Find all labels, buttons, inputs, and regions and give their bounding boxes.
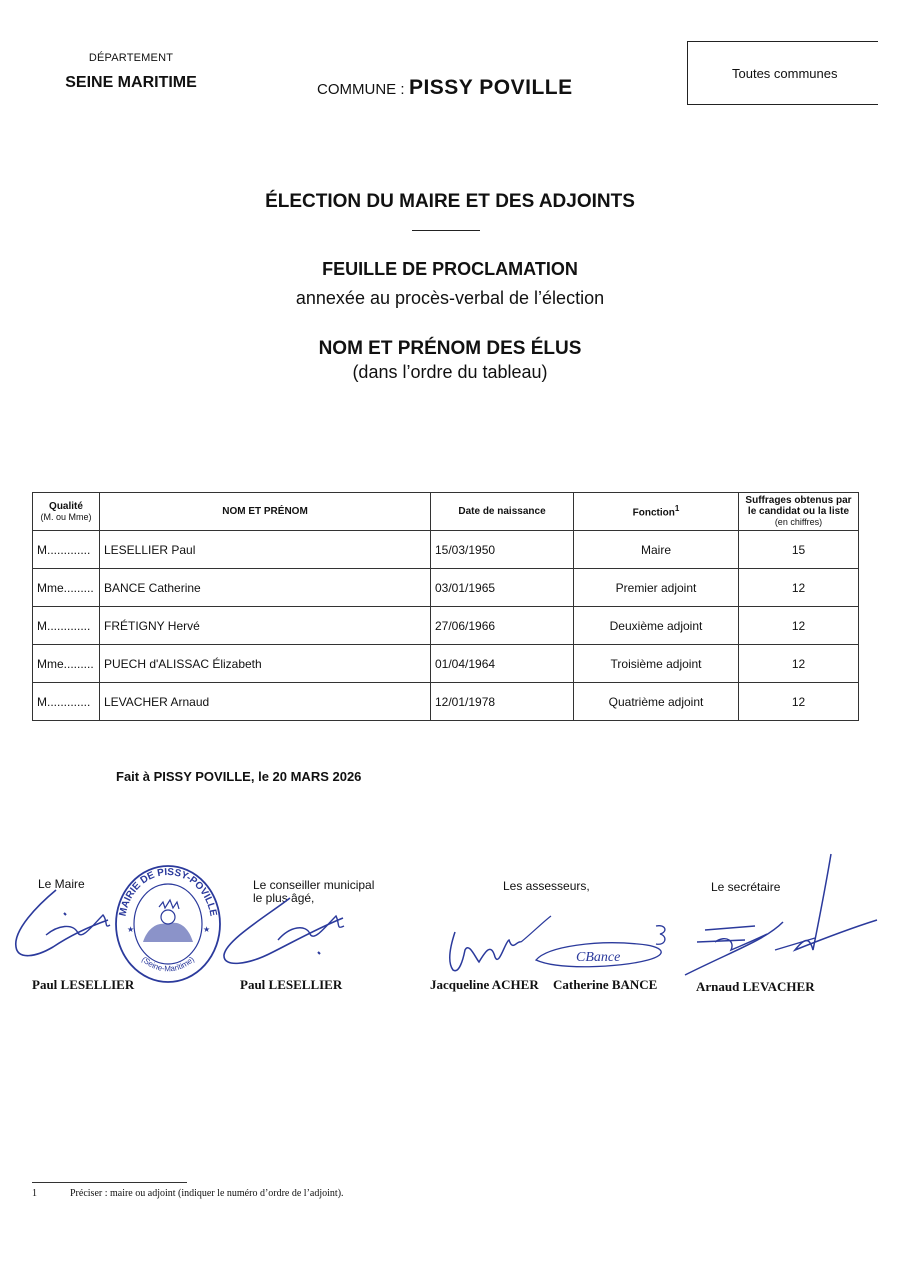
feuille-heading: FEUILLE DE PROCLAMATION	[322, 259, 578, 279]
header-fonction-label: Fonction	[632, 507, 675, 519]
mairie-stamp	[113, 862, 223, 987]
bance-signature	[528, 918, 678, 978]
table-row	[33, 607, 859, 645]
header-suffrages	[739, 493, 859, 531]
cell-fonction: Deuxième adjoint	[574, 607, 739, 645]
header-date: Date de naissance	[431, 493, 574, 531]
ordre-subtitle: (dans l’ordre du tableau)	[352, 362, 548, 382]
maire-title: Le Maire	[38, 877, 85, 891]
table-header-row	[33, 493, 859, 531]
cell-date: 12/01/1978	[431, 683, 574, 721]
cell-suffrages: 12	[739, 683, 859, 721]
svg-text:★: ★	[203, 925, 211, 934]
table-row	[33, 531, 859, 569]
svg-text:★: ★	[127, 925, 135, 934]
departement-label: DÉPARTEMENT	[88, 52, 174, 64]
cell-fonction: Troisième adjoint	[574, 645, 739, 683]
table-row	[33, 569, 859, 607]
page-title: ÉLECTION DU MAIRE ET DES ADJOINTS	[265, 191, 635, 212]
footnote	[32, 1188, 344, 1199]
cell-fonction: Quatrième adjoint	[574, 683, 739, 721]
title-divider	[412, 230, 480, 231]
commune-name: PISSY POVILLE	[408, 76, 573, 99]
annexe-subtitle: annexée au procès-verbal de l’élection	[295, 288, 605, 308]
cell-nom: FRÉTIGNY Hervé	[100, 607, 431, 645]
cell-qualite: Mme.........	[33, 645, 100, 683]
conseiller-title-2: le plus âgé,	[253, 891, 315, 905]
header-nom: NOM ET PRÉNOM	[100, 493, 431, 531]
departement-name: SEINE MARITIME	[65, 74, 197, 91]
conseiller-name: Paul LESELLIER	[240, 977, 343, 992]
commune-label: COMMUNE :	[317, 81, 405, 98]
maire-signature	[8, 885, 118, 970]
cell-nom: BANCE Catherine	[100, 569, 431, 607]
table-row	[33, 683, 859, 721]
cell-suffrages: 12	[739, 645, 859, 683]
assesseur-2-name: Catherine BANCE	[553, 977, 658, 992]
cell-date: 27/06/1966	[431, 607, 574, 645]
cell-fonction: Premier adjoint	[574, 569, 739, 607]
footnote-divider	[32, 1182, 187, 1183]
stamp-bottom-text: (Seine-Maritime)	[139, 954, 197, 974]
header-fonction-sup: 1	[674, 504, 680, 514]
cell-qualite: Mme.........	[33, 569, 100, 607]
header-qualite-sub: (M. ou Mme)	[40, 512, 92, 522]
header-qualite	[33, 493, 100, 531]
stamp-top-text: MAIRIE DE PISSY-POVILLE	[117, 866, 219, 918]
cell-date: 01/04/1964	[431, 645, 574, 683]
assesseur-1-name: Jacqueline ACHER	[430, 977, 539, 992]
secretaire-signature	[675, 850, 880, 985]
header-suffrages-sub: (en chiffres)	[774, 517, 823, 527]
cell-qualite: M.............	[33, 531, 100, 569]
communes-box	[687, 41, 878, 105]
commune-line	[317, 76, 573, 100]
stamp-emblem-icon	[143, 900, 193, 942]
fait-line: Fait à PISSY POVILLE, le 20 MARS 2026	[116, 769, 362, 784]
communes-box-text: Toutes communes	[732, 66, 838, 81]
cell-suffrages: 12	[739, 569, 859, 607]
secretaire-title: Le secrétaire	[711, 880, 781, 894]
cell-date: 15/03/1950	[431, 531, 574, 569]
header-qualite-label: Qualité	[49, 501, 83, 512]
maire-name: Paul LESELLIER	[32, 977, 135, 992]
table-row	[33, 645, 859, 683]
header-suffrages-label: Suffrages obtenus par le candidat ou la liste	[745, 495, 852, 517]
cell-suffrages: 12	[739, 607, 859, 645]
cell-qualite: M.............	[33, 607, 100, 645]
cell-suffrages: 15	[739, 531, 859, 569]
svg-text:CBance: CBance	[576, 950, 621, 965]
assesseurs-title: Les assesseurs,	[503, 879, 590, 893]
cell-qualite: M.............	[33, 683, 100, 721]
header-fonction	[574, 493, 739, 531]
cell-nom: PUECH d'ALISSAC Élizabeth	[100, 645, 431, 683]
conseiller-signature	[218, 890, 358, 975]
footnote-number: 1	[32, 1188, 37, 1199]
noms-heading: NOM ET PRÉNOM DES ÉLUS	[318, 338, 582, 359]
cell-nom: LESELLIER Paul	[100, 531, 431, 569]
cell-date: 03/01/1965	[431, 569, 574, 607]
departement-block	[60, 52, 202, 92]
footnote-text: Préciser : maire ou adjoint (indiquer le numéro d’ordre de l’adjoint).	[70, 1188, 344, 1199]
conseiller-title-1: Le conseiller municipal	[253, 878, 375, 892]
elus-table	[32, 492, 859, 721]
cell-fonction: Maire	[574, 531, 739, 569]
secretaire-name: Arnaud LEVACHER	[696, 979, 815, 994]
cell-nom: LEVACHER Arnaud	[100, 683, 431, 721]
